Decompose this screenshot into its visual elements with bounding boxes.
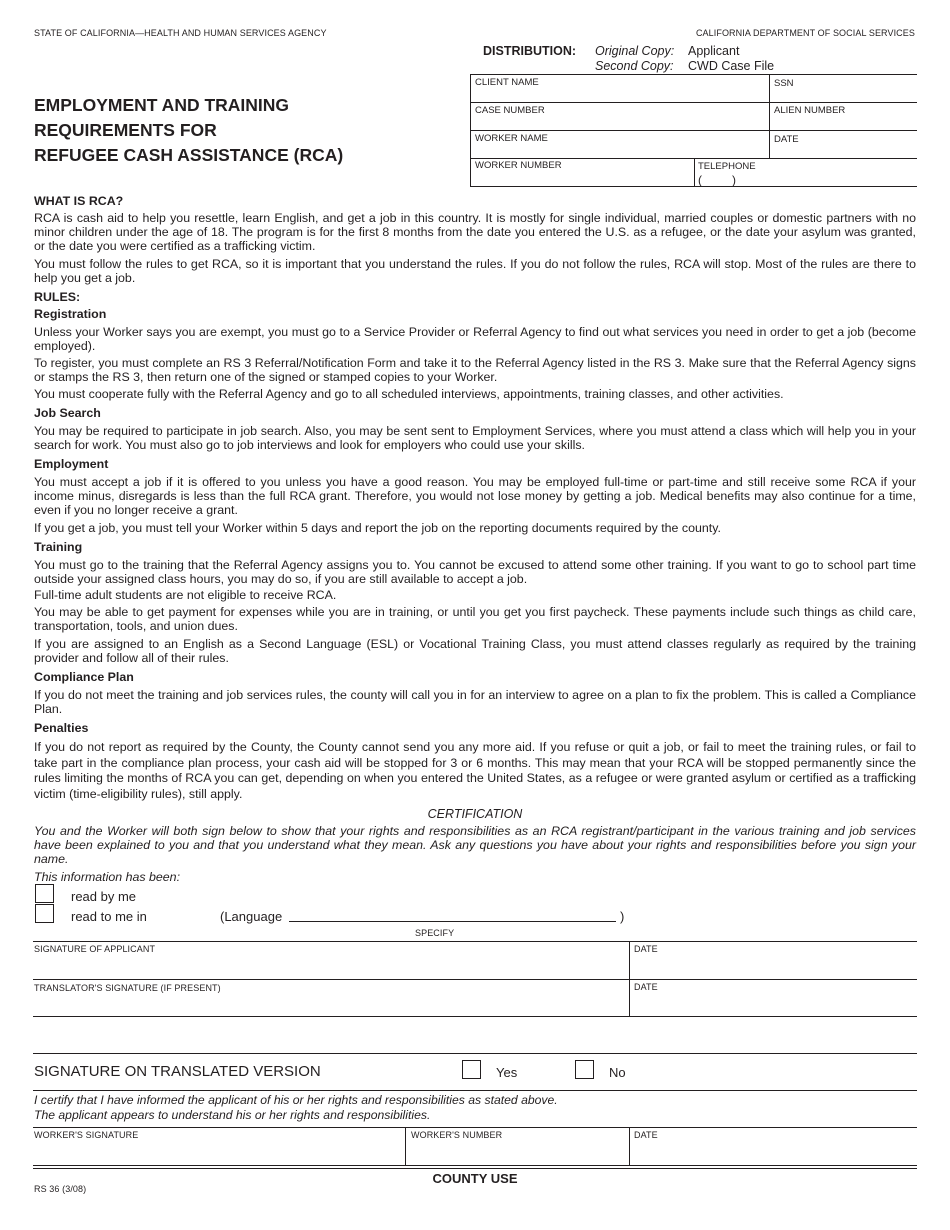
what-is-rca-p1: RCA is cash aid to help you resettle, learn English, and get a job in this country. It is mostly for single individual, married couples or domestic partners with no minor children under the age of 18. The program is for the first 8 months from the date you entered the U.S. as a refugee, or the date your asylum was granted, or the date you were certified as a trafficking victim.: [34, 211, 916, 253]
telephone-area-code: ( ): [698, 173, 736, 187]
worker-signature-field[interactable]: WORKER'S SIGNATURE: [34, 1130, 139, 1140]
translated-version-label: SIGNATURE ON TRANSLATED VERSION: [34, 1063, 321, 1080]
worker-certify-line-2: The applicant appears to understand his or her rights and responsibilities.: [34, 1108, 431, 1122]
training-p3: You may be able to get payment for expenses while you are in training, or until you get you first paycheck. These payments include such things as child care, transportation, tools, and union dues.: [34, 605, 916, 633]
original-copy-value: Applicant: [688, 44, 740, 58]
translator-date-field[interactable]: DATE: [634, 982, 658, 992]
language-label: (Language: [220, 909, 283, 924]
ssn-field[interactable]: SSN: [774, 78, 794, 89]
certification-heading: CERTIFICATION: [427, 807, 523, 821]
telephone-field[interactable]: TELEPHONE: [698, 161, 756, 172]
worker-date-field[interactable]: DATE: [634, 1130, 658, 1140]
distribution-label: DISTRIBUTION:: [483, 44, 577, 58]
applicant-date-field[interactable]: DATE: [634, 944, 658, 954]
language-input[interactable]: [289, 921, 616, 922]
training-p2: Full-time adult students are not eligible to receive RCA.: [34, 588, 337, 602]
what-is-rca-p2: You must follow the rules to get RCA, so it is important that you understand the rules. If you do not follow the rules, RCA will stop. Most of the rules are there to help you get a job.: [34, 257, 916, 285]
training-heading: Training: [34, 540, 83, 554]
read-by-me-checkbox[interactable]: [35, 884, 54, 903]
title-line-3: REFUGEE CASH ASSISTANCE (RCA): [34, 145, 344, 165]
read-to-me-checkbox[interactable]: [35, 904, 54, 923]
training-p4: If you are assigned to an English as a Second Language (ESL) or Vocational Training Class, you must attend classes regularly as required by the training provider and follow all of their rules.: [34, 637, 916, 665]
case-number-field[interactable]: CASE NUMBER: [475, 105, 545, 116]
worker-certify-line-1: I certify that I have informed the applicant of his or her rights and responsibilities as stated above.: [34, 1093, 558, 1107]
title-line-2: REQUIREMENTS FOR: [34, 120, 217, 140]
info-has-been-label: This information has been:: [34, 870, 181, 884]
registration-p3: You must cooperate fully with the Referral Agency and go to all scheduled interviews, appointments, training classes, and other activities.: [34, 387, 784, 401]
compliance-plan-p1: If you do not meet the training and job services rules, the county will call you in for an interview to agree on a plan to fix the problem. This is called a Compliance Plan.: [34, 688, 916, 716]
second-copy-label: Second Copy:: [595, 59, 674, 73]
agency-left: STATE OF CALIFORNIA—HEALTH AND HUMAN SERVICES AGENCY: [34, 28, 327, 38]
form-number: RS 36 (3/08): [34, 1184, 87, 1194]
agency-right: CALIFORNIA DEPARTMENT OF SOCIAL SERVICES: [695, 28, 915, 38]
job-search-heading: Job Search: [34, 406, 101, 420]
job-search-p1: You may be required to participate in job search. Also, you may be sent sent to Employment Services, where you must attend a class which will help you in your search for work. You must also go to job interviews and look for employers who could use your skills.: [34, 424, 916, 452]
registration-heading: Registration: [34, 307, 107, 321]
county-use-label: COUNTY USE: [432, 1171, 518, 1186]
second-copy-value: CWD Case File: [688, 59, 775, 73]
read-by-me-label: read by me: [71, 889, 137, 904]
worker-number-field[interactable]: WORKER NUMBER: [475, 160, 562, 171]
what-is-rca-heading: WHAT IS RCA?: [34, 194, 124, 208]
employment-heading: Employment: [34, 457, 109, 471]
translated-no-label: No: [609, 1065, 626, 1080]
alien-number-field[interactable]: ALIEN NUMBER: [774, 105, 846, 116]
employment-p1: You must accept a job if it is offered to you unless you have a good reason. You may be employed full-time or part-time and still receive some RCA if your income minus, disregards is less than the full RCA grant. Therefore, you would not lose money by getting a job. Medical benefits may also continue for a time, even if you no longer receive a grant.: [34, 475, 916, 517]
registration-p1: Unless your Worker says you are exempt, you must go to a Service Provider or Referral Agency to find out what services you need in order to get a job (become employed).: [34, 325, 916, 353]
translated-yes-checkbox[interactable]: [462, 1060, 481, 1079]
original-copy-label: Original Copy:: [595, 44, 675, 58]
specify-label: SPECIFY: [415, 928, 455, 938]
penalties-heading: Penalties: [34, 721, 89, 735]
read-to-me-label: read to me in: [71, 909, 147, 924]
training-p1: You must go to the training that the Referral Agency assigns you to. You cannot be excused to attend some other training. If you want to go to school part time outside your assigned class hours, you may do so, if you are still available to accept a job.: [34, 558, 916, 586]
translated-no-checkbox[interactable]: [575, 1060, 594, 1079]
form-title: [34, 93, 343, 168]
worker-name-field[interactable]: WORKER NAME: [475, 133, 548, 144]
applicant-signature-field[interactable]: SIGNATURE OF APPLICANT: [34, 944, 156, 954]
certification-text: You and the Worker will both sign below to show that your rights and responsibilities as an RCA registrant/participant in the various training and job services have been explained to you and that you understand what they mean. Ask any questions you have about your rights and responsibilities before you sign your name.: [34, 824, 916, 866]
rules-heading: RULES:: [34, 290, 81, 304]
penalties-p1: If you do not report as required by the County, the County cannot send you any more aid. If you refuse or quit a job, or fail to meet the training rules, or fail to take part in the compliance plan process, your cash aid will be stopped for 3 or 6 months. This may mean that your RCA will be stopped permanently since the rules limiting the months of RCA you can get, depending on when you entered the United States, as a refugee or were granted asylum or certified as a trafficking victim (time-eligibility rules), still apply.: [34, 740, 916, 801]
employment-p2: If you get a job, you must tell your Worker within 5 days and report the job on the reporting documents required by the county.: [34, 521, 721, 535]
worker-number-signature-field[interactable]: WORKER'S NUMBER: [411, 1130, 503, 1140]
translator-signature-field[interactable]: TRANSLATOR'S SIGNATURE (IF PRESENT): [34, 983, 221, 993]
client-name-field[interactable]: CLIENT NAME: [475, 77, 539, 88]
registration-p2: To register, you must complete an RS 3 Referral/Notification Form and take it to the Referral Agency listed in the RS 3. Make sure that the Referral Agency signs or stamps the RS 3, then return one of the signed or stamped copies to your Worker.: [34, 356, 916, 384]
title-line-1: EMPLOYMENT AND TRAINING: [34, 95, 290, 115]
language-close-paren: ): [620, 909, 625, 924]
date-field[interactable]: DATE: [774, 134, 799, 145]
compliance-plan-heading: Compliance Plan: [34, 670, 134, 684]
translated-yes-label: Yes: [496, 1065, 518, 1080]
